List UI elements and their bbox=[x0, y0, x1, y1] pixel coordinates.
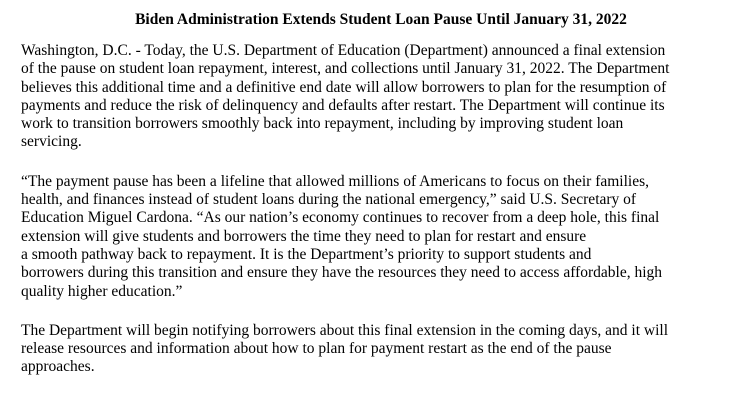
text-line: approaches. bbox=[21, 358, 95, 376]
text-line: a smooth pathway back to repayment. It is the Department’s priority to support students and bbox=[21, 245, 592, 263]
text-line: health, and finances instead of student loans during the national emergency,” said U.S. Secretary of bbox=[21, 191, 637, 209]
text-line: extension will give students and borrowers the time they need to plan for restart and ensure bbox=[21, 227, 587, 245]
text-line: “The payment pause has been a lifeline that allowed millions of Americans to focus on their families, bbox=[21, 172, 649, 190]
text-line: quality higher education.” bbox=[21, 282, 183, 300]
paragraph-quote bbox=[21, 173, 733, 301]
text-line: The Department will begin notifying borrowers about this final extension in the coming days, and it will bbox=[21, 321, 668, 339]
text-line: believes this additional time and a definitive end date will allow borrowers to plan for the resumption of bbox=[21, 78, 667, 96]
text-line: borrowers during this transition and ensure they have the resources they need to access affordable, high bbox=[21, 264, 663, 282]
paragraph-next-steps bbox=[21, 322, 733, 377]
text-line: release resources and information about how to plan for payment restart as the end of the pause bbox=[21, 340, 612, 358]
text-line: of the pause on student loan repayment, interest, and collections until January 31, 2022. The Department bbox=[21, 60, 670, 78]
text-line: servicing. bbox=[21, 133, 82, 151]
text-line: payments and reduce the risk of delinquency and defaults after restart. The Department will continue its bbox=[21, 96, 665, 114]
text-line: Education Miguel Cardona. “As our nation’s economy continues to recover from a deep hole, this final bbox=[21, 209, 660, 227]
text-line: Washington, D.C. - Today, the U.S. Department of Education (Department) announced a final extension bbox=[21, 42, 666, 59]
text-line: work to transition borrowers smoothly back into repayment, including by improving student loan bbox=[21, 115, 624, 133]
paragraph-announcement bbox=[21, 42, 733, 152]
document-title: Biden Administration Extends Student Loan Pause Until January 31, 2022 bbox=[135, 11, 627, 28]
